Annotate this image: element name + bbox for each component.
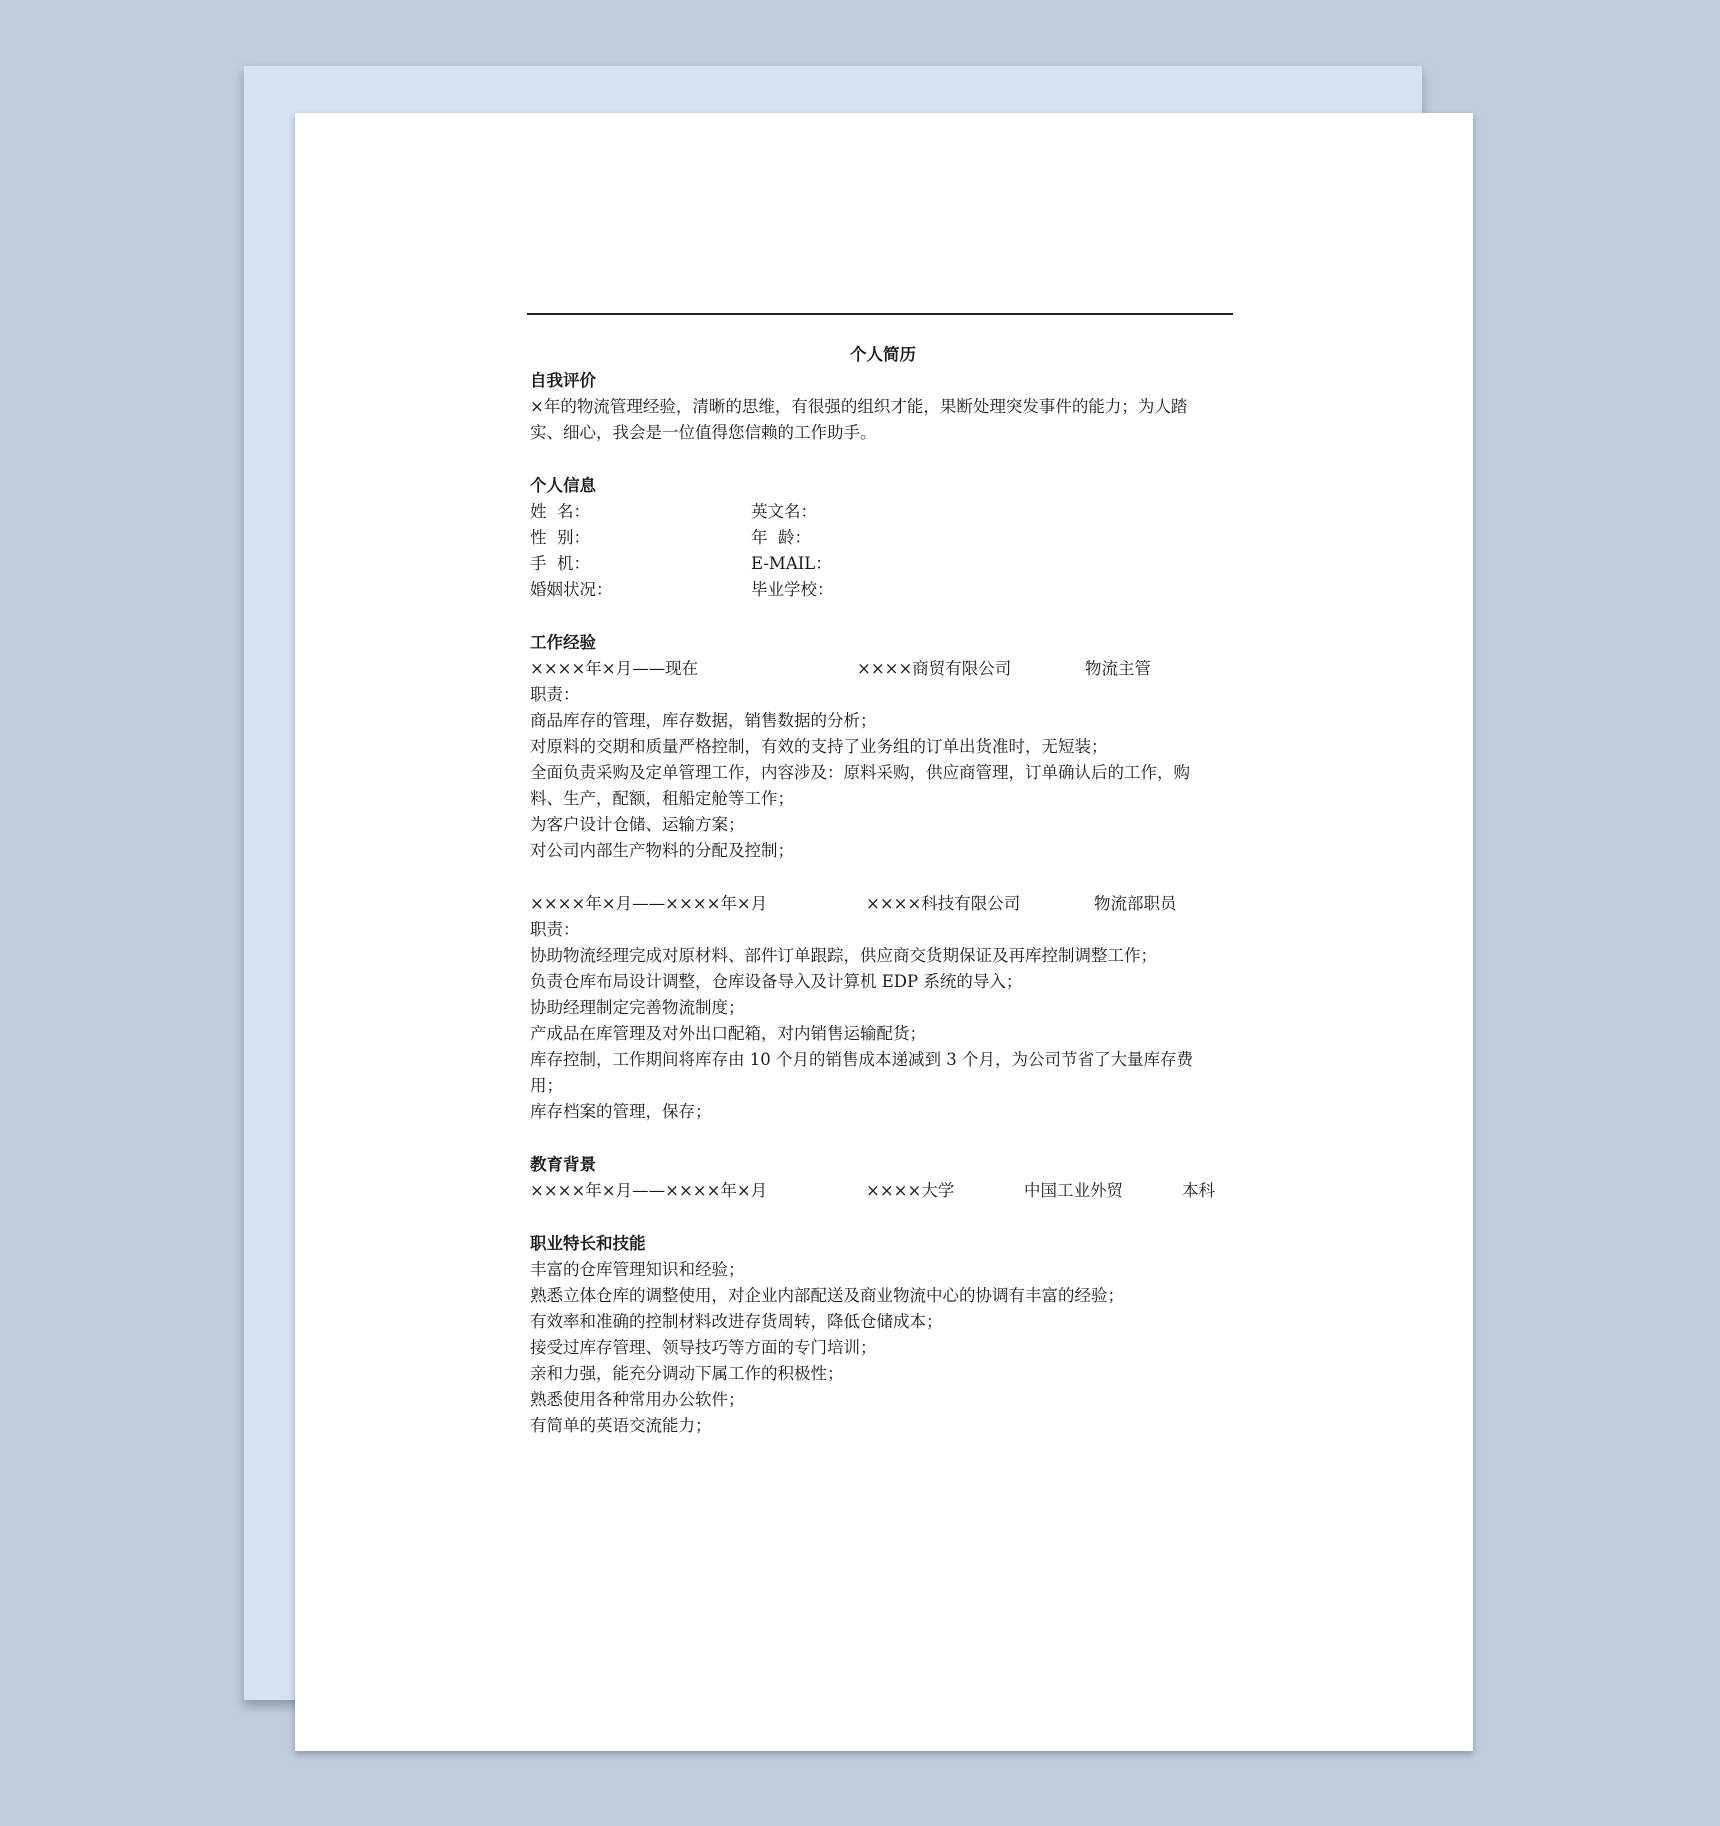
header-rule: [527, 313, 1233, 315]
job-duty: 商品库存的管理，库存数据，销售数据的分析；: [530, 711, 877, 730]
job-duty: 对原料的交期和质量严格控制，有效的支持了业务组的订单出货准时，无短装；: [530, 737, 1108, 756]
job-period: ××××年×月——××××年×月: [530, 894, 768, 913]
job-company: ××××商贸有限公司: [857, 659, 1012, 678]
skill-item: 有简单的英语交流能力；: [530, 1416, 712, 1435]
job-period: ××××年×月——现在: [530, 659, 699, 678]
skill-item: 熟悉使用各种常用办公软件；: [530, 1390, 745, 1409]
info-row: [530, 525, 1236, 551]
education-major: 中国工业外贸: [1024, 1181, 1123, 1200]
job-duty: 库存档案的管理，保存；: [530, 1102, 712, 1121]
skill-item: 丰富的仓库管理知识和经验；: [530, 1260, 745, 1279]
job-position: 物流部职员: [1094, 894, 1177, 913]
job-duty-label: 职责：: [530, 920, 580, 939]
section-heading-work-experience: 工作经验: [530, 633, 596, 652]
info-label-email: E-MAIL：: [751, 554, 832, 573]
info-label-english-name: 英文名：: [751, 502, 817, 521]
job-duty: 协助物流经理完成对原材料、部件订单跟踪，供应商交货期保证及再库控制调整工作；: [530, 946, 1157, 965]
info-label-school: 毕业学校：: [751, 580, 834, 599]
info-label-phone: 手 机：: [530, 554, 590, 573]
section-heading-self-eval: 自我评价: [530, 371, 596, 390]
info-row: [530, 577, 1236, 603]
info-label-age: 年 龄：: [751, 528, 811, 547]
job-duty: 用；: [530, 1076, 563, 1095]
self-eval-line: 实、细心，我会是一位值得您信赖的工作助手。: [530, 423, 877, 442]
job-position: 物流主管: [1085, 659, 1151, 678]
education-row: [530, 1178, 1236, 1204]
education-degree: 本科: [1182, 1181, 1215, 1200]
self-eval-line: ×年的物流管理经验，清晰的思维，有很强的组织才能，果断处理突发事件的能力；为人踏: [530, 397, 1188, 416]
job-header: [530, 656, 1236, 682]
job-duty: 负责仓库布局设计调整，仓库设备导入及计算机 EDP 系统的导入；: [530, 972, 1023, 991]
skill-item: 熟悉立体仓库的调整使用，对企业内部配送及商业物流中心的协调有丰富的经验；: [530, 1286, 1124, 1305]
resume-page: [295, 113, 1473, 1751]
info-label-gender: 性 别：: [530, 528, 590, 547]
info-label-name: 姓 名：: [530, 502, 590, 521]
section-heading-education: 教育背景: [530, 1155, 596, 1174]
job-duty: 为客户设计仓储、运输方案；: [530, 815, 745, 834]
info-label-marital: 婚姻状况：: [530, 580, 613, 599]
education-period: ××××年×月——××××年×月: [530, 1181, 768, 1200]
job-duty: 协助经理制定完善物流制度；: [530, 998, 745, 1017]
job-duty: 库存控制，工作期间将库存由 10 个月的销售成本递减到 3 个月，为公司节省了大量库存费: [530, 1050, 1193, 1069]
job-duty: 料、生产，配额，租船定舱等工作；: [530, 789, 794, 808]
info-row: [530, 499, 1236, 525]
skill-item: 有效率和准确的控制材料改进存货周转，降低仓储成本；: [530, 1312, 943, 1331]
job-header: [530, 891, 1236, 917]
education-school: ××××大学: [866, 1181, 955, 1200]
job-duty: 产成品在库管理及对外出口配箱，对内销售运输配货；: [530, 1024, 926, 1043]
job-duty-label: 职责：: [530, 685, 580, 704]
section-heading-personal-info: 个人信息: [530, 476, 596, 495]
job-duty: 全面负责采购及定单管理工作，内容涉及：原料采购，供应商管理，订单确认后的工作，购: [530, 763, 1190, 782]
skill-item: 亲和力强，能充分调动下属工作的积极性；: [530, 1364, 844, 1383]
section-heading-skills: 职业特长和技能: [530, 1234, 646, 1253]
job-duty: 对公司内部生产物料的分配及控制；: [530, 841, 794, 860]
job-company: ××××科技有限公司: [866, 894, 1021, 913]
skill-item: 接受过库存管理、领导技巧等方面的专门培训；: [530, 1338, 877, 1357]
info-row: [530, 551, 1236, 577]
resume-title: 个人简历: [850, 345, 916, 364]
